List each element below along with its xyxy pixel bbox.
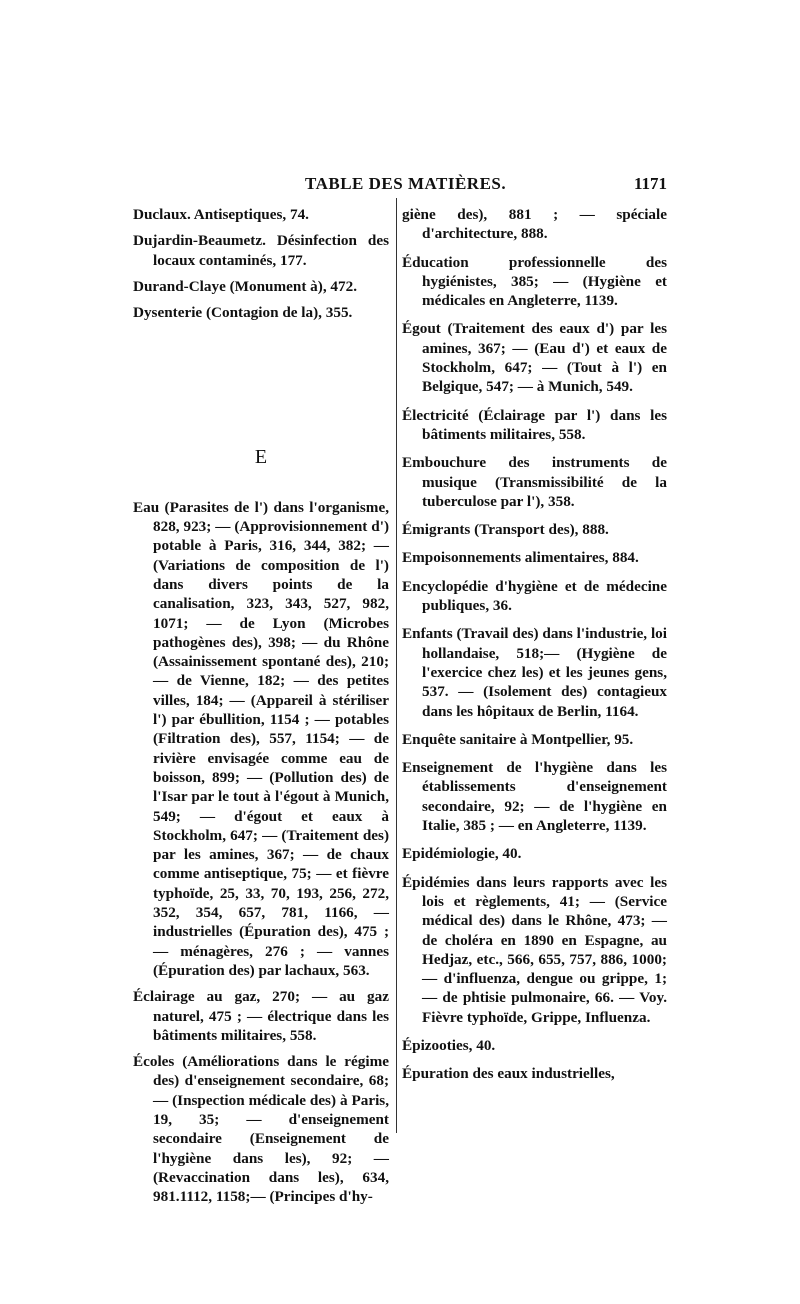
index-entry: Durand-Claye (Monument à), 472. (133, 277, 358, 295)
left-column (133, 205, 389, 1213)
right-column (402, 205, 667, 1093)
running-title: TABLE DES MATIÈRES. (305, 174, 507, 193)
index-entry: Électricité (Éclairage par l') dans les bâtiments militaires, 558. (402, 406, 667, 443)
index-entry: Épuration des eaux industrielles, (402, 1065, 615, 1083)
index-entry: Encyclopédie d'hygiène et de médecine publiques, 36. (402, 577, 667, 615)
index-entry: Éducation professionnelle des hygiénistes, 385; — (Hygiène et médicales en Angleterre, 1139. (402, 253, 667, 310)
index-entry: Eau (Parasites de l') dans l'organisme, 828, 923; — (Approvisionnement d') potable à Paris, 316, 344, 382; — (Variations de composition de l') dans divers points de la canalisation, 323, 343, 527, 982, 1071; — de Lyon (Microbes pathogènes des), 398; — du Rhône (Assainissement spontané des), 210; — de Vienne, 182; — des petites villes, 184; — (Appareil à stériliser l') par ébullition, 1154 ; — potables (Filtration des), 557, 1154; — de rivière envisagée comme eau de boisson, 899; — (Pollution des) de l'Isar par le tout à l'égout à Munich, 549; — d'égout et eaux à Stockholm, 647; — (Traitement des) par les amines, 367; — de chaux comme antiseptique, 75; — et fièvre typhoïde, 25, 33, 70, 193, 256, 272, 352, 354, 657, 781, 1166, — industrielles (Épuration des), 475 ; — ménagères, 276 ; — vannes (Épuration des) par lachaux, 563. (133, 498, 389, 979)
index-entry: Empoisonnements alimentaires, 884. (402, 549, 639, 567)
index-entry: Enquête sanitaire à Montpellier, 95. (402, 730, 634, 748)
index-entry: Epidémiologie, 40. (402, 845, 522, 863)
index-entry: Égout (Traitement des eaux d') par les amines, 367; — (Eau d') et eaux de Stockholm, 647; — (Tout à l') en Belgique, 547; — à Munich, 549. (402, 320, 667, 396)
index-entry: Émigrants (Transport des), 888. (402, 521, 609, 539)
index-entry: Éclairage au gaz, 270; — au gaz naturel, 475 ; — électrique dans les bâtiments militaires, 558. (133, 988, 389, 1044)
index-entry: giène des), 881 ; — spéciale d'architecture, 888. (402, 206, 667, 243)
index-entry: Épidémies dans leurs rapports avec les lois et règlements, 41; — (Service médical des) dans le Rhône, 473; — de choléra en 1890 en Espagne, au Hedjaz, etc., 566, 655, 757, 886, 1000; — d'influenza, dengue ou grippe, 1; — de phtisie pulmonaire, 66. — Voy. Fièvre typhoïde, Grippe, Influenza. (402, 873, 667, 1026)
index-entry: Enfants (Travail des) dans l'industrie, loi hollandaise, 518;— (Hygiène de l'exercice chez les) et les jeunes gens, 537. — (Isolement des) contagieux dans les hôpitaux de Berlin, 1164. (402, 625, 667, 720)
section-letter: E (254, 446, 268, 469)
index-entry: Épizooties, 40. (402, 1036, 496, 1054)
index-entry: Embouchure des instruments de musique (Transmissibilité de la tuberculose par l'), 358. (402, 454, 667, 510)
index-entry: Dujardin-Beaumetz. Désinfection des locaux contaminés, 177. (133, 232, 389, 269)
index-entry: Enseignement de l'hygiène dans les établissements d'enseignement secondaire, 92; — de l'hygiène en Italie, 385 ; — en Angleterre, 1139. (402, 759, 667, 835)
index-entry: Duclaux. Antiseptiques, 74. (133, 206, 309, 223)
index-entry: Écoles (Améliorations dans le régime des) d'enseignement secondaire, 68; — (Inspection médicale des) à Paris, 19, 35; — d'enseignement secondaire (Enseignement de l'hygiène dans les), 92; — (Revaccination dans les), 634, 981.1112, 1158;— (Principes d'hy- (133, 1053, 389, 1206)
column-divider (396, 198, 397, 1133)
page-number: 1171 (633, 174, 667, 193)
index-entry: Dysenterie (Contagion de la), 355. (133, 304, 353, 322)
page-header (133, 174, 667, 196)
